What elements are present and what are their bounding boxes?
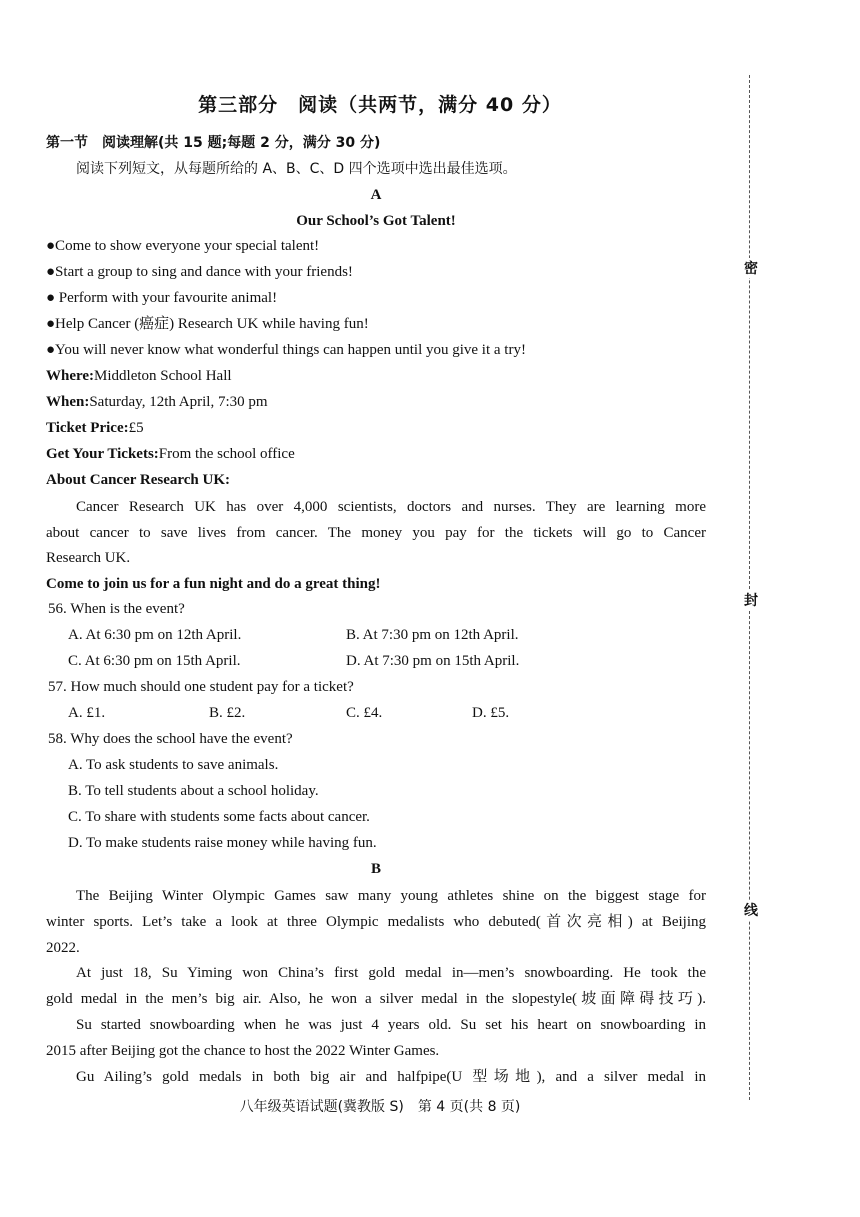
answer-option: B. At 7:30 pm on 12th April. <box>346 627 519 643</box>
price-row <box>46 418 706 438</box>
answer-option: B. To tell students about a school holiday. <box>68 783 319 799</box>
answer-option: D. £5. <box>472 705 510 721</box>
tickets-row <box>46 444 706 464</box>
answer-option: C. At 6:30 pm on 15th April. <box>68 653 241 669</box>
answer-option: C. To share with students some facts about cancer. <box>68 809 370 825</box>
section-instruction: 阅读下列短文，从每题所给的 A、B、C、D 四个选项中选出最佳选项。 <box>76 161 517 177</box>
seal-mark-mi: 密 <box>742 258 760 278</box>
bullet-item: ●Help Cancer (癌症) Research UK while having fun! <box>46 316 369 332</box>
tickets-label: Get Your Tickets: <box>46 446 159 462</box>
when-label: When: <box>46 394 90 410</box>
part-title: 第三部分 阅读（共两节，满分 40 分） <box>198 94 562 116</box>
bullet-item: ●Come to show everyone your special talent! <box>46 238 320 254</box>
price-label: Ticket Price: <box>46 420 129 436</box>
seal-line-divider <box>749 75 750 1100</box>
passage-a-letter: A <box>370 187 382 203</box>
question-stem: 57. How much should one student pay for a ticket? <box>48 679 354 695</box>
bullet-item: ●Start a group to sing and dance with your friends! <box>46 264 353 280</box>
about-label: About Cancer Research UK: <box>46 472 231 488</box>
question-stem: 56. When is the event? <box>48 601 185 617</box>
answer-option: D. At 7:30 pm on 15th April. <box>346 653 520 669</box>
answer-option: C. £4. <box>346 705 383 721</box>
when-row <box>46 392 706 412</box>
answer-option: D. To make students raise money while having fun. <box>68 835 377 851</box>
passage-b-line: winter sports. Let’s take a look at three Olympic medalists who debuted(首次亮相) at Beijing <box>46 914 706 930</box>
section-heading: 第一节 阅读理解(共 15 题;每题 2 分，满分 30 分) <box>46 135 381 151</box>
about-line: Research UK. <box>46 550 131 566</box>
answer-option: B. £2. <box>209 705 246 721</box>
question-stem: 58. Why does the school have the event? <box>48 731 293 747</box>
page-footer: 八年级英语试题(冀教版 S) 第 4 页(共 8 页) <box>239 1099 521 1115</box>
passage-b-line: gold medal in the men’s big air. Also, he won a silver medal in the slopestyle(坡面障碍技巧). <box>46 991 706 1007</box>
when-value: Saturday, 12th April, 7:30 pm <box>89 394 268 410</box>
passage-a-title: Our School’s Got Talent! <box>296 213 456 229</box>
passage-b-line: 2022. <box>46 940 80 956</box>
passage-b-line: At just 18, Su Yiming won China’s first gold medal in—men’s snowboarding. He took the <box>76 965 706 981</box>
passage-b-letter: B <box>370 861 381 877</box>
tickets-value: From the school office <box>158 446 295 462</box>
passage-b-line: 2015 after Beijing got the chance to host the 2022 Winter Games. <box>46 1043 440 1059</box>
seal-mark-feng: 封 <box>742 590 760 610</box>
bullet-item: ● Perform with your favourite animal! <box>46 290 278 306</box>
passage-b-line: Su started snowboarding when he was just 4 years old. Su set his heart on snowboarding in <box>76 1017 706 1033</box>
where-row <box>46 366 706 386</box>
answer-option: A. At 6:30 pm on 12th April. <box>68 627 242 643</box>
passage-b-line: Gu Ailing’s gold medals in both big air and halfpipe(U 型场地), and a silver medal in <box>76 1069 706 1085</box>
seal-mark-xian: 线 <box>742 900 760 920</box>
closing-line: Come to join us for a fun night and do a great thing! <box>46 576 381 592</box>
answer-option: A. To ask students to save animals. <box>68 757 279 773</box>
bullet-item: ●You will never know what wonderful things can happen until you give it a try! <box>46 342 526 358</box>
price-value: £5 <box>128 420 144 436</box>
about-line: about cancer to save lives from cancer. The money you pay for the tickets will go to Cancer <box>46 525 706 541</box>
answer-option: A. £1. <box>68 705 106 721</box>
passage-b-line: The Beijing Winter Olympic Games saw many young athletes shine on the biggest stage for <box>76 888 706 904</box>
where-value: Middleton School Hall <box>94 368 232 384</box>
about-line: Cancer Research UK has over 4,000 scientists, doctors and nurses. They are learning more <box>76 499 706 515</box>
where-label: Where: <box>46 368 95 384</box>
